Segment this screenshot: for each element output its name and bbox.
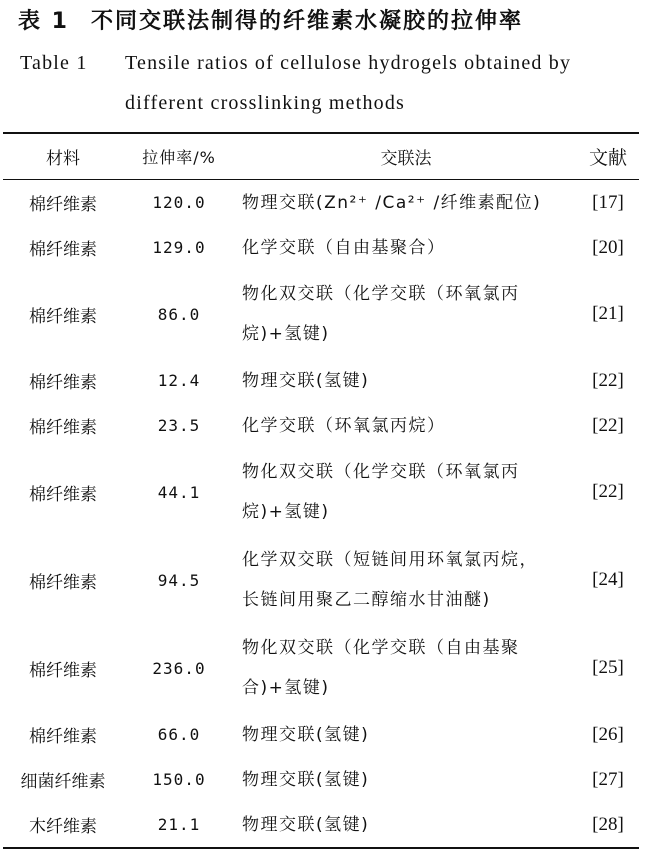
header-row bbox=[3, 133, 639, 180]
method-line: 化学双交联（短链间用环氧氯丙烷， bbox=[242, 550, 538, 570]
cell-method bbox=[235, 180, 577, 226]
cell-method bbox=[235, 225, 577, 270]
table-row bbox=[3, 536, 639, 624]
cell-method bbox=[235, 403, 577, 448]
method-line: 物理交联(Zn²⁺ /Ca²⁺ /纤维素配位) bbox=[242, 192, 542, 213]
cell-material: 木纤维素 bbox=[29, 817, 97, 837]
cell-reference: [24] bbox=[592, 569, 624, 590]
cell-reference: [27] bbox=[592, 768, 624, 790]
method-line: 物理交联(氢键) bbox=[242, 724, 370, 745]
cell-material: 细菌纤维素 bbox=[20, 772, 106, 792]
cell-method bbox=[235, 624, 577, 712]
method-line: 化学交联（自由基聚合） bbox=[242, 237, 446, 258]
method-line: 合)+氢键) bbox=[242, 678, 330, 698]
data-table bbox=[3, 132, 639, 849]
cell-reference: [21] bbox=[592, 303, 624, 324]
cell-ratio: 236.0 bbox=[152, 658, 206, 678]
method-line: 物理交联(氢键) bbox=[242, 769, 370, 790]
table-title-cn bbox=[18, 4, 523, 35]
cell-reference: [22] bbox=[592, 369, 624, 391]
cell-method bbox=[235, 712, 577, 757]
table-row bbox=[3, 225, 639, 270]
cell-method bbox=[235, 802, 577, 848]
cell-ratio: 129.0 bbox=[152, 238, 206, 257]
cell-ratio: 44.1 bbox=[157, 482, 201, 502]
table-row bbox=[3, 180, 639, 226]
cell-method bbox=[235, 358, 577, 403]
cell-method bbox=[235, 270, 577, 358]
table-row bbox=[3, 358, 639, 403]
cell-ratio: 66.0 bbox=[157, 725, 201, 744]
table-row bbox=[3, 712, 639, 757]
cell-ratio: 86.0 bbox=[157, 304, 201, 324]
header-ratio: 拉伸率/% bbox=[142, 148, 216, 167]
cell-material: 棉纤维素 bbox=[29, 373, 97, 393]
cell-reference: [25] bbox=[592, 657, 624, 678]
table-caption-en-2: different crosslinking methods bbox=[125, 92, 406, 114]
table-row bbox=[3, 270, 639, 358]
cell-reference: [17] bbox=[592, 191, 624, 213]
table-caption-en-1: Tensile ratios of cellulose hydrogels obtained by bbox=[125, 52, 572, 74]
header-method: 交联法 bbox=[380, 149, 432, 169]
cell-ratio: 120.0 bbox=[152, 193, 206, 212]
cell-ratio: 23.5 bbox=[157, 416, 201, 435]
cell-reference: [22] bbox=[592, 414, 624, 436]
cell-material: 棉纤维素 bbox=[29, 727, 97, 747]
table-row bbox=[3, 757, 639, 802]
method-line: 烷)+氢键) bbox=[242, 324, 330, 344]
table-label-en: Table 1 bbox=[20, 52, 88, 74]
cell-ratio: 150.0 bbox=[152, 770, 206, 789]
cell-method bbox=[235, 536, 577, 624]
method-line: 化学交联（环氧氯丙烷） bbox=[242, 415, 446, 436]
table-title-en-line1 bbox=[20, 52, 571, 75]
table-title-en-line2 bbox=[20, 92, 405, 115]
table-label-cn: 表 1 bbox=[18, 9, 69, 34]
cell-material: 棉纤维素 bbox=[29, 660, 97, 681]
cell-ratio: 21.1 bbox=[157, 815, 201, 834]
cell-reference: [22] bbox=[592, 481, 624, 502]
cell-material: 棉纤维素 bbox=[29, 484, 97, 505]
cell-material: 棉纤维素 bbox=[29, 306, 97, 327]
cell-ratio: 94.5 bbox=[157, 570, 201, 590]
table-row bbox=[3, 403, 639, 448]
cell-material: 棉纤维素 bbox=[29, 195, 97, 215]
method-line: 物化双交联（化学交联（环氧氯丙 bbox=[242, 284, 520, 304]
table-row bbox=[3, 802, 639, 848]
cell-reference: [28] bbox=[592, 813, 624, 835]
cell-material: 棉纤维素 bbox=[29, 240, 97, 260]
cell-method bbox=[235, 757, 577, 802]
header-material: 材料 bbox=[46, 149, 80, 169]
cell-ratio: 12.4 bbox=[157, 371, 201, 390]
method-line: 物化双交联（化学交联（环氧氯丙 bbox=[242, 462, 520, 482]
table-row bbox=[3, 624, 639, 712]
cell-material: 棉纤维素 bbox=[29, 572, 97, 593]
cell-reference: [26] bbox=[592, 723, 624, 745]
method-line: 物理交联(氢键) bbox=[242, 370, 370, 391]
table-caption-cn: 不同交联法制得的纤维素水凝胶的拉伸率 bbox=[90, 9, 523, 34]
method-line: 长链间用聚乙二醇缩水甘油醚) bbox=[242, 590, 491, 610]
cell-material: 棉纤维素 bbox=[29, 418, 97, 438]
method-line: 烷)+氢键) bbox=[242, 502, 330, 522]
table-row bbox=[3, 448, 639, 536]
cell-reference: [20] bbox=[592, 236, 624, 258]
method-line: 物化双交联（化学交联（自由基聚 bbox=[242, 638, 520, 658]
method-line: 物理交联(氢键) bbox=[242, 814, 370, 835]
cell-method bbox=[235, 448, 577, 536]
header-reference: 文献 bbox=[588, 148, 627, 169]
